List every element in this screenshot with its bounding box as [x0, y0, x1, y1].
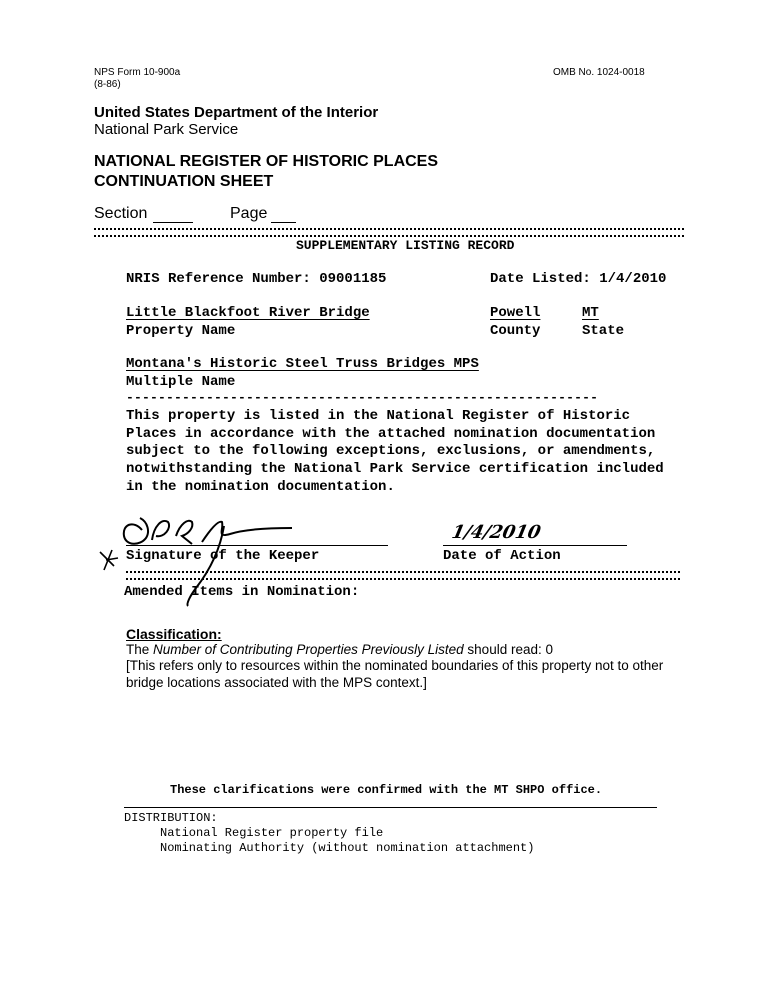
property-name: Little Blackfoot River Bridge: [126, 305, 370, 321]
distribution-item: Nominating Authority (without nomination attachment): [160, 841, 535, 855]
nris-reference: NRIS Reference Number: 09001185: [126, 271, 387, 287]
multiple-name: Montana's Historic Steel Truss Bridges MPS: [126, 356, 479, 372]
distribution-item: National Register property file: [160, 826, 384, 840]
department-name: United States Department of the Interior: [94, 104, 379, 121]
statement-line-1: This property is listed in the National Register of Historic: [126, 408, 631, 424]
page-label: Page: [230, 205, 268, 222]
double-rule-bottom: [126, 571, 680, 580]
statement-line-3: subject to the following exceptions, exclusions, or amendments,: [126, 443, 656, 459]
form-number: NPS Form 10-900a: [94, 67, 181, 78]
page-blank: [271, 222, 296, 223]
county-label: County: [490, 323, 541, 339]
agency-name: National Park Service: [94, 121, 239, 138]
classification-heading: Classification:: [126, 626, 222, 642]
date-listed: Date Listed: 1/4/2010: [490, 271, 667, 287]
statement-line-5: in the nomination documentation.: [126, 479, 395, 495]
state-label: State: [582, 323, 625, 339]
classification-line-3: bridge locations associated with the MPS context.]: [126, 675, 427, 690]
classification-line-1-suffix: should read: 0: [463, 642, 553, 657]
distribution-rule: [124, 807, 657, 808]
section-blank: [153, 222, 193, 223]
state-value: MT: [582, 305, 599, 321]
signature-label: Signature of the Keeper: [126, 548, 320, 564]
double-rule-top: [94, 228, 684, 237]
date-of-action-line: [443, 545, 627, 546]
form-date: (8-86): [94, 79, 121, 90]
amended-items-label: Amended Items in Nomination:: [124, 584, 360, 600]
county-value: Powell: [490, 305, 541, 321]
record-heading: SUPPLEMENTARY LISTING RECORD: [296, 238, 515, 253]
distribution-heading: DISTRIBUTION:: [124, 811, 218, 825]
classification-italic-term: Number of Contributing Properties Previously Listed: [153, 642, 464, 657]
statement-line-2: Places in accordance with the attached nomination documentation: [126, 426, 656, 442]
date-of-action-label: Date of Action: [443, 548, 561, 564]
omb-number: OMB No. 1024-0018: [553, 67, 645, 78]
form-subtitle: CONTINUATION SHEET: [94, 173, 274, 190]
form-title: NATIONAL REGISTER OF HISTORIC PLACES: [94, 153, 439, 170]
property-name-label: Property Name: [126, 323, 236, 339]
classification-line-2: [This refers only to resources within the nominated boundaries of this property not to other: [126, 658, 664, 673]
clarification-note: These clarifications were confirmed with the MT SHPO office.: [170, 783, 603, 797]
section-label: Section: [94, 205, 148, 222]
classification-line-1: [126, 642, 553, 657]
dash-rule: -----------------------------------------------------------: [126, 390, 599, 405]
multiple-name-label: Multiple Name: [126, 374, 236, 390]
handwritten-action-date: 1/4/2010: [449, 522, 543, 543]
statement-line-4: notwithstanding the National Park Service certification included: [126, 461, 664, 477]
classification-line-1-prefix: The: [126, 642, 154, 657]
